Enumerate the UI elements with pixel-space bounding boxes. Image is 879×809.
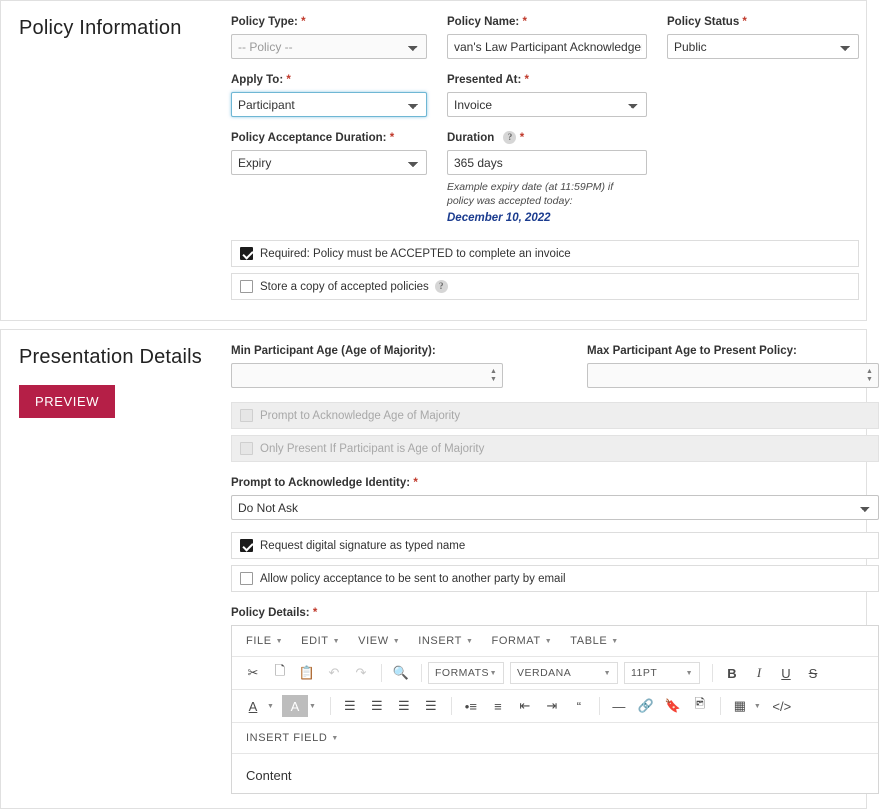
anchor-icon[interactable]: 🔖 [664, 698, 681, 713]
digital-signature-checkbox-row[interactable] [231, 532, 879, 559]
menu-edit[interactable]: EDIT ▼ [301, 635, 341, 647]
chevron-down-icon: ▼ [465, 637, 474, 645]
presented-at-select[interactable] [447, 92, 647, 117]
preview-button[interactable]: PREVIEW [19, 385, 115, 418]
presentation-details-panel [0, 329, 873, 809]
policy-status-label [667, 15, 859, 29]
min-age-label: Min Participant Age (Age of Majority): [231, 345, 436, 357]
acceptance-duration-label-text: Policy Acceptance Duration: [231, 132, 387, 144]
cut-icon[interactable]: ✂ [247, 665, 259, 680]
presentation-details-form [231, 344, 879, 794]
text-color-icon[interactable]: A [248, 698, 258, 714]
image-icon[interactable]: 🖻 [694, 696, 706, 711]
policy-name-field [447, 15, 647, 59]
policy-checkbox-group [231, 240, 859, 300]
menu-file[interactable]: FILE ▼ [246, 635, 284, 647]
prompt-identity-label [231, 476, 879, 490]
blockquote-icon[interactable]: “ [576, 698, 582, 714]
editor-content[interactable]: Content [246, 768, 292, 783]
duration-input[interactable] [447, 150, 647, 175]
policy-information-form [231, 15, 859, 306]
form-row-3 [231, 131, 859, 224]
redo-icon[interactable]: ↷ [355, 665, 367, 680]
align-left-icon[interactable]: ☰ [344, 698, 356, 713]
min-age-stepper[interactable] [231, 363, 503, 388]
chevron-down-icon: ▼ [489, 669, 497, 677]
editor-toolbar-row-2 [232, 690, 878, 723]
max-age-field [587, 344, 879, 388]
duration-hint: Example expiry date (at 11:59PM) if policy was accepted today: [447, 181, 614, 207]
prompt-identity-select[interactable] [231, 495, 879, 520]
chevron-down-icon: ▼ [603, 669, 611, 677]
editor-toolbar-row-3 [232, 723, 878, 754]
chevron-down-icon: ▼ [275, 637, 284, 645]
menu-view[interactable]: VIEW ▼ [358, 635, 401, 647]
only-present-majority-checkbox-row [231, 435, 879, 462]
acceptance-duration-select[interactable] [231, 150, 427, 175]
font-size-dropdown[interactable]: 11PT ▼ [624, 662, 700, 684]
apply-to-field [231, 73, 427, 117]
strikethrough-icon[interactable]: S [808, 665, 818, 681]
acceptance-duration-field [231, 131, 427, 224]
toolbar-divider [381, 664, 382, 682]
apply-to-select[interactable] [231, 92, 427, 117]
editor-toolbar-row-1 [232, 657, 878, 690]
prompt-majority-checkbox-row [231, 402, 879, 429]
chevron-down-icon: ▼ [392, 637, 401, 645]
help-icon[interactable]: ? [435, 280, 448, 293]
font-family-dropdown[interactable]: VERDANA ▼ [510, 662, 618, 684]
prompt-identity-required-mark: * [413, 477, 418, 489]
align-justify-icon[interactable]: ☰ [425, 698, 437, 713]
checkbox-icon[interactable] [240, 572, 253, 585]
policy-type-label [231, 15, 427, 29]
checkbox-icon[interactable] [240, 539, 253, 552]
min-age-field [231, 344, 503, 388]
toolbar-divider [599, 697, 600, 715]
policy-type-required-mark: * [301, 16, 306, 28]
numbered-list-icon[interactable]: ≡ [494, 698, 502, 714]
duration-field [447, 131, 647, 224]
min-age-input[interactable] [231, 363, 503, 388]
checkbox-icon[interactable] [240, 280, 253, 293]
insert-field-menu[interactable]: INSERT FIELD ▼ [246, 732, 339, 744]
apply-to-label [231, 73, 427, 87]
chevron-down-icon[interactable]: ▼ [267, 702, 274, 710]
checkbox-icon [240, 409, 253, 422]
menu-table[interactable]: TABLE ▼ [570, 635, 619, 647]
indent-icon[interactable]: ⇥ [546, 698, 558, 713]
form-row-1 [231, 15, 859, 59]
duration-example-date: December 10, 2022 [447, 212, 551, 224]
policy-details-label [231, 606, 879, 620]
max-age-input[interactable] [587, 363, 879, 388]
policy-name-input[interactable] [447, 34, 647, 59]
toolbar-divider [451, 697, 452, 715]
prompt-identity-label-text: Prompt to Acknowledge Identity: [231, 477, 411, 489]
help-icon[interactable]: ? [503, 131, 516, 144]
link-icon[interactable]: 🔗 [637, 698, 654, 713]
presented-at-label-text: Presented At: [447, 74, 522, 86]
checkbox-icon[interactable] [240, 247, 253, 260]
policy-name-label-text: Policy Name: [447, 16, 520, 28]
allow-email-checkbox-row[interactable] [231, 565, 879, 592]
align-right-icon[interactable]: ☰ [398, 698, 410, 713]
digital-signature-label: Request digital signature as typed name [260, 539, 466, 552]
max-age-label: Max Participant Age to Present Policy: [587, 345, 797, 357]
bold-icon[interactable]: B [727, 665, 737, 681]
presentation-details-title: Presentation Details [19, 346, 202, 368]
policy-status-field [667, 15, 859, 59]
policy-details-section [231, 606, 879, 794]
underline-icon[interactable]: U [781, 665, 791, 681]
presented-at-required-mark: * [524, 74, 530, 86]
policy-status-required-mark: * [742, 16, 747, 28]
table-icon[interactable]: ▦ [733, 698, 747, 713]
copy-icon[interactable]: 🗋 [274, 663, 286, 678]
undo-icon[interactable]: ↶ [328, 665, 340, 680]
form-row-2 [231, 73, 859, 117]
policy-type-label-text: Policy Type: [231, 16, 298, 28]
toolbar-divider [330, 697, 331, 715]
only-present-majority-label: Only Present If Participant is Age of Majority [260, 442, 485, 455]
policy-status-label-text: Policy Status [667, 16, 740, 28]
majority-checkbox-group [231, 402, 879, 462]
horizontal-rule-icon[interactable]: — [612, 698, 626, 714]
store-copy-checkbox-row[interactable] [231, 273, 859, 300]
checkbox-icon [240, 442, 253, 455]
page-title: Policy Information [19, 17, 182, 39]
store-copy-checkbox-label: Store a copy of accepted policies [260, 280, 429, 293]
apply-to-label-text: Apply To: [231, 74, 284, 86]
policy-information-header [19, 15, 231, 306]
duration-label [447, 131, 647, 145]
outdent-icon[interactable]: ⇤ [519, 698, 531, 713]
chevron-down-icon: ▼ [611, 637, 619, 645]
presented-at-field [447, 73, 647, 117]
chevron-down-icon: ▼ [685, 669, 693, 677]
policy-details-required-mark: * [312, 607, 318, 619]
italic-icon[interactable]: I [756, 665, 762, 680]
policy-name-label [447, 15, 647, 29]
menu-insert[interactable]: INSERT ▼ [418, 635, 474, 647]
duration-label-text: Duration [447, 132, 495, 144]
required-policy-checkbox-label: Required: Policy must be ACCEPTED to complete an invoice [260, 247, 571, 260]
presented-at-label [447, 73, 647, 87]
policy-status-select[interactable] [667, 34, 859, 59]
paste-icon[interactable]: 📋 [298, 665, 316, 680]
apply-to-required-mark: * [286, 74, 291, 86]
rich-text-editor [231, 625, 879, 794]
policy-type-select[interactable] [231, 34, 427, 59]
formats-dropdown[interactable]: FORMATS ▼ [428, 662, 504, 684]
policy-type-field [231, 15, 427, 59]
presentation-details-header [19, 344, 231, 794]
toolbar-divider [720, 697, 721, 715]
age-row [231, 344, 879, 388]
chevron-down-icon: ▼ [544, 637, 553, 645]
acceptance-duration-label [231, 131, 427, 145]
menu-format[interactable]: FORMAT ▼ [491, 635, 553, 647]
align-center-icon[interactable]: ☰ [371, 698, 383, 713]
policy-name-required-mark: * [522, 16, 527, 28]
toolbar-divider [421, 664, 422, 682]
bullet-list-icon[interactable]: •≡ [464, 698, 477, 714]
duration-required-mark: * [519, 132, 525, 144]
chevron-down-icon: ▼ [331, 734, 339, 742]
prompt-majority-label: Prompt to Acknowledge Age of Majority [260, 409, 461, 422]
toolbar-divider [712, 664, 713, 682]
source-code-icon[interactable]: </> [772, 698, 792, 714]
chevron-down-icon[interactable]: ▼ [308, 702, 316, 710]
stepper-arrows-icon[interactable]: ▲ ▼ [866, 367, 873, 383]
chevron-down-icon[interactable]: ▼ [753, 702, 761, 710]
background-color-icon[interactable]: A [282, 695, 308, 717]
prompt-identity-field [231, 476, 879, 520]
acceptance-duration-required-mark: * [389, 132, 395, 144]
stepper-arrows-icon[interactable]: ▲ ▼ [490, 367, 497, 383]
chevron-down-icon: ▼ [332, 637, 341, 645]
signature-checkbox-group [231, 532, 879, 592]
allow-email-label: Allow policy acceptance to be sent to another party by email [260, 572, 566, 585]
required-policy-checkbox-row[interactable] [231, 240, 859, 267]
policy-information-panel [0, 0, 867, 321]
max-age-stepper[interactable] [587, 363, 879, 388]
find-replace-icon[interactable]: 🔍 [392, 665, 410, 680]
editor-menubar [232, 626, 878, 657]
policy-details-label-text: Policy Details: [231, 607, 310, 619]
